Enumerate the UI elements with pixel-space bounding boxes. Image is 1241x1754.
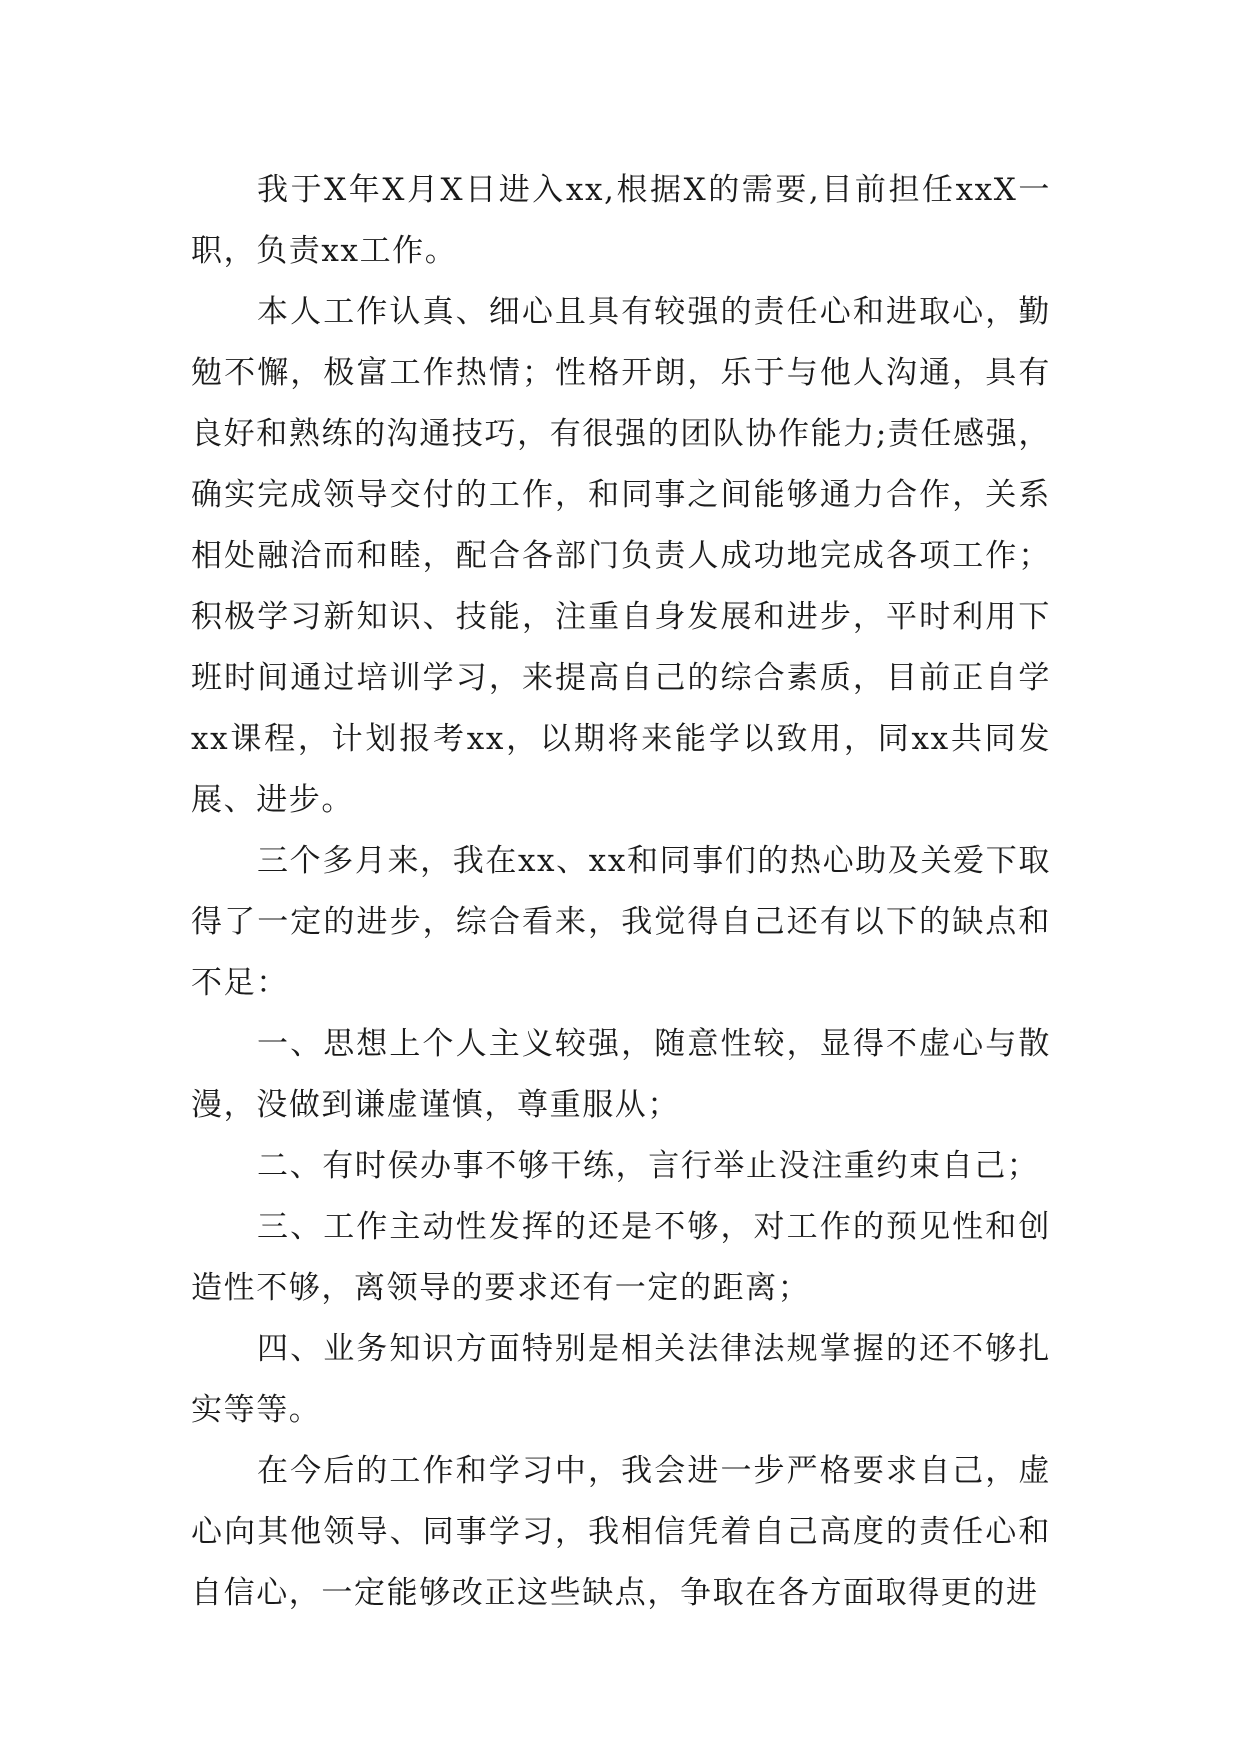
paragraph-self-assessment: 本人工作认真、细心且具有较强的责任心和进取心，勤勉不懈，极富工作热情；性格开朗，乐于与他人沟通，具有良好和熟练的沟通技巧，有很强的团队协作能力;责任感强，确实完成领导交付的工作，和同事之间能够通力合作，关系相处融洽而和睦，配合各部门负责人成功地完成各项工作；积极学习新知识、技能，注重自身发展和进步，平时利用下班时间通过培训学习，来提高自己的综合素质，目前正自学xx课程，计划报考xx，以期将来能学以致用，同xx共同发展、进步。 bbox=[191, 294, 1051, 818]
paragraph-future-plan: 在今后的工作和学习中，我会进一步严格要求自己，虚心向其他领导、同事学习，我相信凭着自己高度的责任心和自信心，一定能够改正这些缺点，争取在各方面取得更的进 bbox=[191, 1453, 1051, 1611]
paragraph-shortcomings-intro: 三个多月来，我在xx、xx和同事们的热心助及关爱下取得了一定的进步，综合看来，我觉得自己还有以下的缺点和不足： bbox=[191, 843, 1051, 1001]
paragraph-shortcoming-2: 二、有时侯办事不够干练，言行举止没注重约束自己； bbox=[257, 1148, 1040, 1184]
paragraph-intro: 我于X年X月X日进入xx,根据X的需要,目前担任xxX一职，负责xx工作。 bbox=[191, 172, 1051, 269]
paragraph-shortcoming-1: 一、思想上个人主义较强，随意性较，显得不虚心与散漫，没做到谦虚谨慎，尊重服从； bbox=[191, 1026, 1051, 1123]
document-body bbox=[191, 160, 1051, 1624]
paragraph-shortcoming-3: 三、工作主动性发挥的还是不够，对工作的预见性和创造性不够，离领导的要求还有一定的距离； bbox=[191, 1209, 1051, 1306]
paragraph-shortcoming-4: 四、业务知识方面特别是相关法律法规掌握的还不够扎实等等。 bbox=[191, 1331, 1051, 1428]
